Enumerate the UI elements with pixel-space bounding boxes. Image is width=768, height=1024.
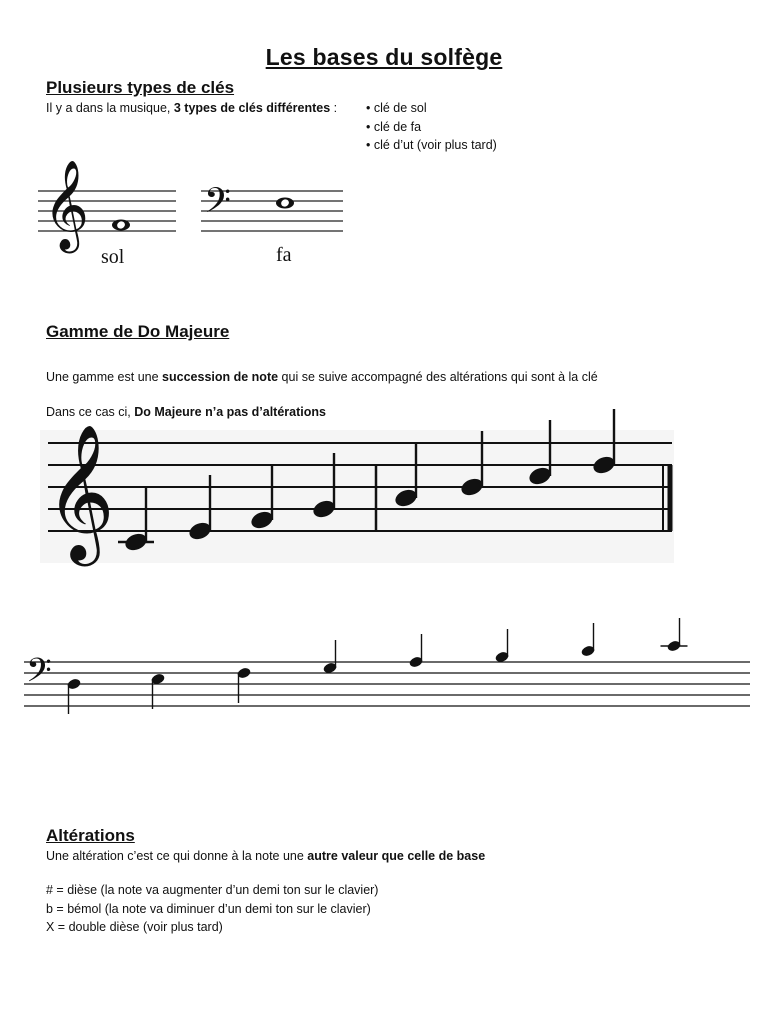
section-heading-cles: Plusieurs types de clés: [46, 78, 235, 97]
label-fa: fa: [276, 244, 292, 266]
intro-text: [46, 101, 337, 115]
treble-scale-staff: [40, 422, 674, 563]
bass-clef-icon: 𝄢: [204, 180, 232, 229]
whole-note-icon: [112, 220, 130, 231]
quarter-note-icon: [580, 623, 595, 658]
bullet-cle-fa: • clé de fa: [366, 120, 422, 134]
quarter-note-icon: [527, 420, 553, 487]
gamme-definition: [46, 370, 598, 384]
page-title: Les bases du solfège: [265, 44, 503, 70]
gamme-case: [46, 405, 326, 419]
alteration-definition: [46, 849, 485, 863]
bullet-cle-ut: • clé d’ut (voir plus tard): [366, 138, 497, 152]
label-sol: sol: [101, 246, 125, 268]
definition-double-diese: X = double dièse (voir plus tard): [46, 920, 223, 934]
whole-note-icon: [276, 198, 294, 209]
bass-clef-icon: 𝄢: [26, 652, 52, 698]
gamme-def-suffix: qui se suive accompagné des altérations qui sont à la clé: [278, 370, 598, 384]
quarter-note-icon: [393, 442, 419, 509]
intro-bold: 3 types de clés différentes: [173, 101, 331, 115]
treble-clef-icon: 𝄞: [45, 422, 115, 560]
section-heading-gamme: Gamme de Do Majeure: [46, 322, 230, 341]
gamme-case-prefix: Dans ce cas ci,: [46, 405, 135, 419]
alteration-def-bold: autre valeur que celle de base: [307, 849, 486, 863]
bullet-cle-sol: • clé de sol: [366, 101, 427, 115]
quarter-note-icon: [66, 677, 81, 714]
gamme-def-bold: succession de note: [162, 370, 279, 384]
alteration-def-prefix: Une altération c’est ce qui donne à la note une: [46, 849, 308, 863]
definition-bemol: b = bémol (la note va diminuer d’un demi ton sur le clavier): [46, 902, 371, 916]
treble-clef-icon: 𝄞: [43, 160, 90, 250]
quarter-note-icon: [150, 672, 165, 709]
quarter-note-icon: [236, 666, 251, 703]
quarter-note-icon: [494, 629, 509, 664]
bass-scale-staff: [24, 600, 752, 730]
gamme-case-bold: Do Majeure n’a pas d’altérations: [134, 405, 326, 419]
section-heading-alterations: Altérations: [46, 826, 135, 845]
quarter-note-icon: [661, 618, 688, 653]
quarter-note-icon: [408, 634, 423, 669]
intro-prefix: Il y a dans la musique,: [46, 101, 174, 115]
quarter-note-icon: [322, 640, 337, 675]
quarter-note-icon: [118, 486, 154, 553]
intro-suffix: :: [330, 101, 338, 115]
quarter-note-icon: [249, 464, 275, 531]
definition-diese: # = dièse (la note va augmenter d’un demi ton sur le clavier): [46, 883, 379, 897]
gamme-def-prefix: Une gamme est une: [46, 370, 163, 384]
